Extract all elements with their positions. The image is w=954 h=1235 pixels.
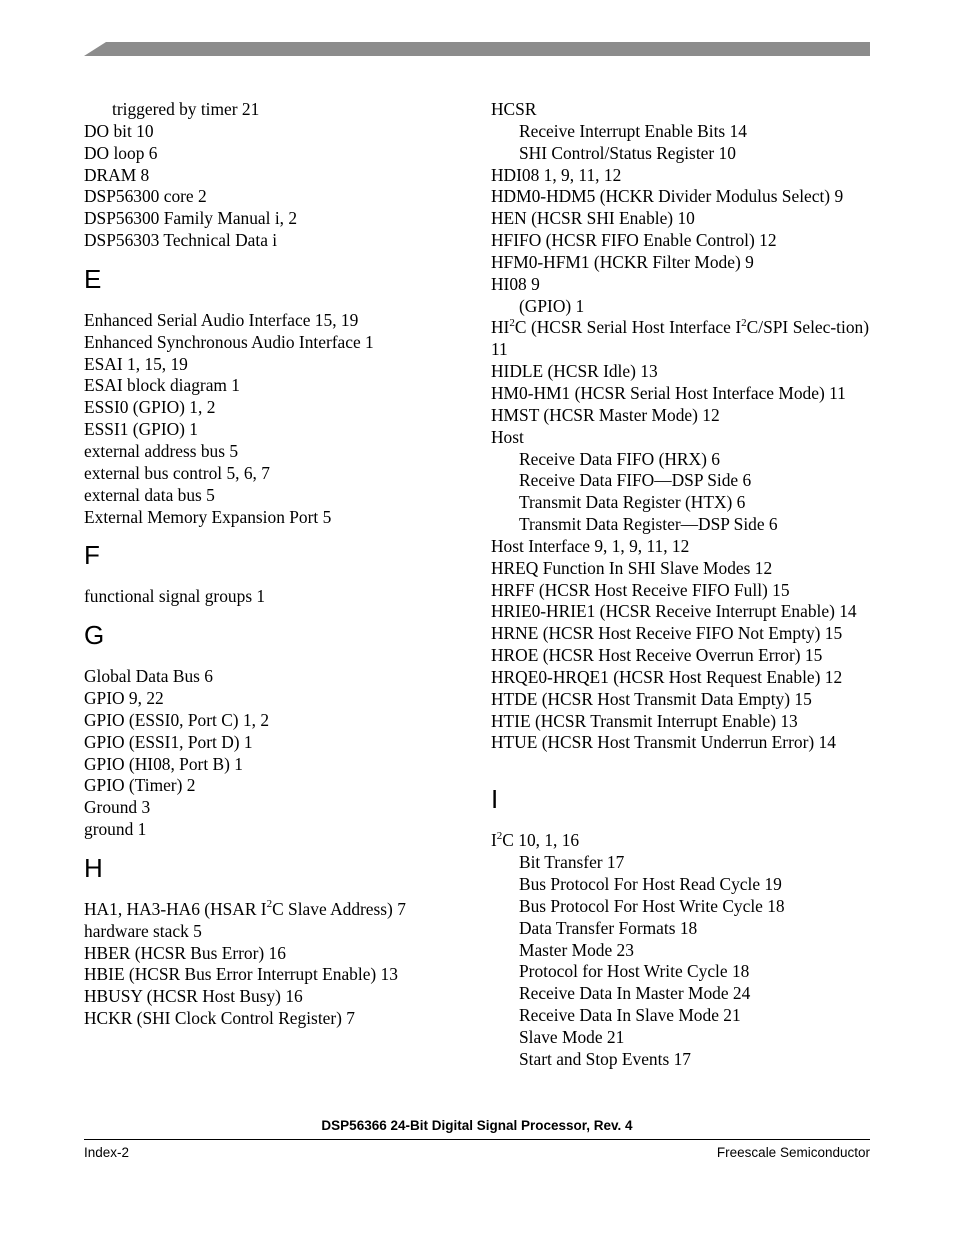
d-entries (84, 121, 464, 252)
h-entries-b (491, 361, 871, 448)
index-subentry-gpio: (GPIO) 1 (519, 295, 585, 316)
index-entry: Host Interface 9, 1, 9, 11, 12 (491, 535, 690, 556)
g-entries (84, 666, 464, 841)
index-subentry: Bit Transfer 17 (519, 852, 625, 873)
section-letter-e: E (84, 263, 102, 294)
index-entry: functional signal groups 1 (84, 586, 266, 607)
index-entry: external bus control 5, 6, 7 (84, 462, 270, 483)
index-entry: DO loop 6 (84, 142, 158, 163)
index-entry: Enhanced Synchronous Audio Interface 1 (84, 331, 374, 352)
index-entry: HTIE (HCSR Transmit Interrupt Enable) 13 (491, 710, 798, 731)
index-subentry: Data Transfer Formats 18 (519, 917, 698, 938)
index-column-left (84, 99, 464, 1030)
index-entry: HRQE0-HRQE1 (HCSR Host Request Enable) 12 (491, 666, 843, 687)
index-entry: GPIO 9, 22 (84, 688, 164, 709)
index-entry: HFM0-HFM1 (HCKR Filter Mode) 9 (491, 251, 754, 272)
footer-divider (84, 1139, 870, 1140)
index-entry: HDM0-HDM5 (HCKR Divider Modulus Select) 9 (491, 186, 844, 207)
host-subentries (491, 449, 871, 536)
index-subentry: Receive Data FIFO (HRX) 6 (519, 448, 720, 469)
index-column-right (491, 99, 871, 1071)
index-entry: external address bus 5 (84, 440, 239, 461)
index-entry-ha1: HA1, HA3-HA6 (HSAR $I^2C$ Slave Address) 7 (84, 898, 406, 919)
index-subentry: Receive Interrupt Enable Bits 14 (519, 120, 747, 141)
h-entries-d (491, 623, 871, 754)
index-entry: DSP56300 core 2 (84, 186, 207, 207)
h-entries-c (491, 536, 871, 602)
index-entry: hardware stack 5 (84, 920, 202, 941)
index-entry: HBUSY (HCSR Host Busy) 16 (84, 986, 303, 1007)
index-entry: Ground 3 (84, 797, 151, 818)
footer-company: Freescale Semiconductor (716, 1145, 870, 1160)
index-entry: HRFF (HCSR Host Receive FIFO Full) 15 (491, 579, 790, 600)
i2c-subentries (491, 852, 871, 1070)
index-subentry: Start and Stop Events 17 (519, 1048, 691, 1069)
index-subentry: Master Mode 23 (519, 939, 634, 960)
index-entry: HREQ Function In SHI Slave Modes 12 (491, 557, 773, 578)
index-entry: HBIE (HCSR Bus Error Interrupt Enable) 13 (84, 964, 398, 985)
index-entry: HROE (HCSR Host Receive Overrun Error) 15 (491, 645, 823, 666)
f-entries (84, 586, 464, 608)
index-entry: External Memory Expansion Port 5 (84, 506, 332, 527)
index-entry: ESAI block diagram 1 (84, 375, 240, 396)
index-entry: HM0-HM1 (HCSR Serial Host Interface Mode) 11 (491, 382, 846, 403)
index-entry: GPIO (ESSI1, Port D) 1 (84, 731, 253, 752)
index-subentry: Receive Data In Master Mode 24 (519, 983, 751, 1004)
index-entry: ESSI0 (GPIO) 1, 2 (84, 397, 216, 418)
index-entry: HI08 9 (491, 273, 540, 294)
index-entry: ESSI1 (GPIO) 1 (84, 419, 199, 440)
index-entry: HBER (HCSR Bus Error) 16 (84, 942, 286, 963)
index-subentry: Slave Mode 21 (519, 1026, 625, 1047)
index-entry: external data bus 5 (84, 484, 215, 505)
section-letter-h: H (84, 852, 103, 883)
h-entries (84, 921, 464, 1030)
index-subentry: Transmit Data Register—DSP Side 6 (519, 514, 778, 535)
footer-document-title: DSP56366 24-Bit Digital Signal Processor, Rev. 4 (321, 1118, 633, 1133)
footer-page-number: Index-2 (84, 1145, 130, 1160)
index-entry: GPIO (Timer) 2 (84, 775, 196, 796)
index-entry: DRAM 8 (84, 164, 150, 185)
section-letter-i: I (491, 784, 499, 815)
index-subentry: SHI Control/Status Register 10 (519, 142, 736, 163)
index-entry: Global Data Bus 6 (84, 666, 213, 687)
index-entry: DSP56300 Family Manual i, 2 (84, 208, 298, 229)
index-entry: HIDLE (HCSR Idle) 13 (491, 361, 658, 382)
index-entry: DO bit 10 (84, 120, 154, 141)
index-entry: Host (491, 426, 524, 447)
header-bar (84, 42, 870, 56)
index-entry: Enhanced Serial Audio Interface 15, 19 (84, 309, 359, 330)
index-entry-i2c: $I^2C$ 10, 1, 16 (491, 829, 580, 851)
index-entry-hrie: HRIE0-HRIE1 (HCSR Receive Interrupt Enable) 14 (491, 601, 857, 622)
index-entry: ground 1 (84, 819, 147, 840)
index-entry: HFIFO (HCSR FIFO Enable Control) 12 (491, 230, 777, 251)
index-entry: HTDE (HCSR Host Transmit Data Empty) 15 (491, 688, 812, 709)
section-letter-g: G (84, 620, 105, 651)
index-entry: HCKR (SHI Clock Control Register) 7 (84, 1008, 355, 1029)
index-entry-hi2c: $HI^2C$ (HCSR Serial Host Interface $I^2C$/SPI Selec-tion) 11 (491, 316, 869, 360)
index-entry: HMST (HCSR Master Mode) 12 (491, 404, 720, 425)
hcsr-subentries (491, 121, 871, 165)
index-entry: DSP56303 Technical Data i (84, 230, 278, 251)
index-subentry: Receive Data FIFO—DSP Side 6 (519, 470, 752, 491)
index-entry: GPIO (ESSI0, Port C) 1, 2 (84, 709, 270, 730)
index-subentry: Bus Protocol For Host Write Cycle 18 (519, 895, 785, 916)
h-entries-a (491, 165, 871, 296)
index-entry: ESAI 1, 15, 19 (84, 353, 188, 374)
index-subentry: Bus Protocol For Host Read Cycle 19 (519, 874, 782, 894)
index-entry: HEN (HCSR SHI Enable) 10 (491, 208, 695, 229)
index-subentry: triggered by timer 21 (112, 99, 260, 119)
index-entry: HTUE (HCSR Host Transmit Underrun Error) 14 (491, 732, 836, 753)
index-entry: HDI08 1, 9, 11, 12 (491, 164, 622, 185)
section-letter-f: F (84, 540, 100, 571)
e-entries (84, 310, 464, 528)
index-entry: HRNE (HCSR Host Receive FIFO Not Empty) 15 (491, 623, 843, 644)
index-entry-hcsr: HCSR (491, 99, 537, 119)
index-subentry: Transmit Data Register (HTX) 6 (519, 492, 746, 513)
index-entry: GPIO (HI08, Port B) 1 (84, 753, 243, 774)
index-subentry: Receive Data In Slave Mode 21 (519, 1005, 741, 1026)
index-subentry: Protocol for Host Write Cycle 18 (519, 961, 750, 982)
